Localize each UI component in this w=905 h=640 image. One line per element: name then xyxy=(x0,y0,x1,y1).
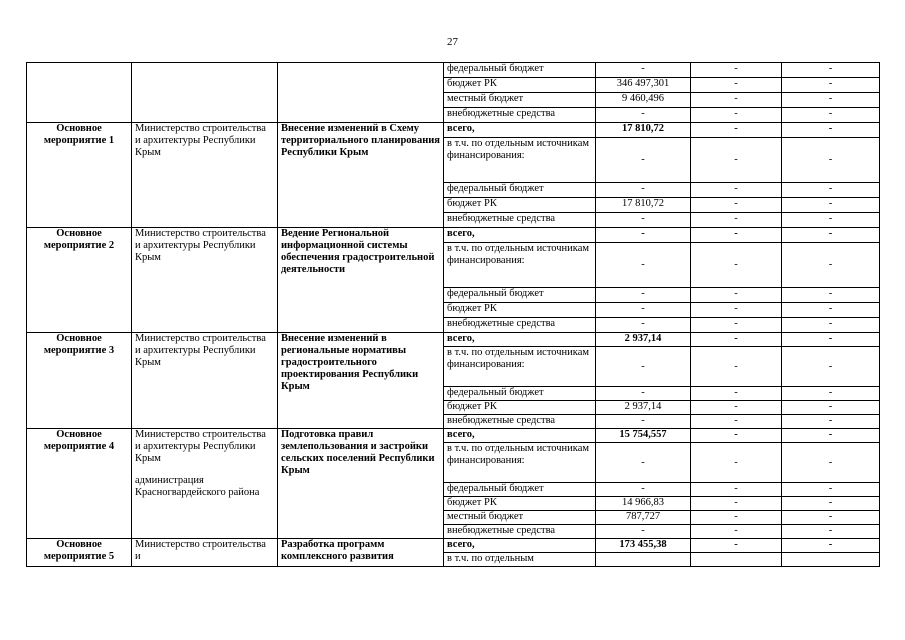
value-cell: - xyxy=(691,497,782,511)
source-label: в т.ч. по отдельным источникам финансирования: xyxy=(444,138,596,183)
source-label: федеральный бюджет xyxy=(444,288,596,303)
executor-cell: Министерство строительства и архитектуры Республики Крым xyxy=(132,123,278,228)
source-label: всего, xyxy=(444,429,596,443)
value-cell: - xyxy=(691,228,782,243)
value-cell: 346 497,301 xyxy=(596,78,691,93)
value-cell: - xyxy=(596,63,691,78)
source-label: в т.ч. по отдельным источникам финансирования: xyxy=(444,347,596,387)
value-cell: - xyxy=(596,303,691,318)
activity-name: Ведение Региональной информационной системы обеспечения градостроительной деятельности xyxy=(278,228,444,333)
value-cell: - xyxy=(596,525,691,539)
table-row xyxy=(27,539,880,553)
value-cell: - xyxy=(596,347,691,387)
value-cell: - xyxy=(596,483,691,497)
activity-label: Основное мероприятие 2 xyxy=(27,228,132,333)
source-label: внебюджетные средства xyxy=(444,108,596,123)
value-cell: - xyxy=(782,213,880,228)
value-cell: - xyxy=(782,123,880,138)
executor-ministry: Министерство строительства и архитектуры Республики Крым xyxy=(135,429,266,464)
source-label: внебюджетные средства xyxy=(444,525,596,539)
value-cell: - xyxy=(596,213,691,228)
executor-cell xyxy=(132,429,278,539)
value-cell: - xyxy=(691,387,782,401)
value-cell: - xyxy=(782,333,880,347)
source-label: внебюджетные средства xyxy=(444,415,596,429)
value-cell: 9 460,496 xyxy=(596,93,691,108)
value-cell: - xyxy=(782,497,880,511)
source-label: всего, xyxy=(444,333,596,347)
source-label: бюджет РК xyxy=(444,303,596,318)
table-row xyxy=(27,228,880,243)
activity-name: Разработка программ комплексного развития xyxy=(278,539,444,567)
source-label: внебюджетные средства xyxy=(444,213,596,228)
value-cell: - xyxy=(691,415,782,429)
executor-cell: Министерство строительства и архитектуры Республики Крым xyxy=(132,333,278,429)
table-row xyxy=(27,63,880,78)
value-cell: - xyxy=(782,387,880,401)
value-cell: - xyxy=(782,228,880,243)
page-number: 27 xyxy=(447,36,458,48)
source-label: бюджет РК xyxy=(444,497,596,511)
value-cell: 17 810,72 xyxy=(596,198,691,213)
value-cell: 787,727 xyxy=(596,511,691,525)
value-cell: - xyxy=(782,415,880,429)
value-cell: - xyxy=(596,108,691,123)
value-cell: 2 937,14 xyxy=(596,333,691,347)
value-cell: - xyxy=(782,539,880,553)
value-cell: - xyxy=(691,347,782,387)
executor-cell: Министерство строительства и архитектуры Республики Крым xyxy=(132,228,278,333)
source-label: федеральный бюджет xyxy=(444,183,596,198)
value-cell: - xyxy=(691,138,782,183)
value-cell: - xyxy=(782,138,880,183)
source-label: всего, xyxy=(444,228,596,243)
value-cell: - xyxy=(782,525,880,539)
value-cell: - xyxy=(782,93,880,108)
value-cell: - xyxy=(596,318,691,333)
executor-cell xyxy=(132,63,278,123)
value-cell: - xyxy=(596,138,691,183)
value-cell: - xyxy=(782,63,880,78)
value-cell: - xyxy=(782,483,880,497)
value-cell: - xyxy=(691,303,782,318)
source-label: бюджет РК xyxy=(444,401,596,415)
value-cell: - xyxy=(782,288,880,303)
source-label: федеральный бюджет xyxy=(444,483,596,497)
value-cell: - xyxy=(691,198,782,213)
value-cell: - xyxy=(782,429,880,443)
value-cell: 17 810,72 xyxy=(596,123,691,138)
table-row xyxy=(27,429,880,443)
value-cell: - xyxy=(691,318,782,333)
value-cell: - xyxy=(782,443,880,483)
source-label: бюджет РК xyxy=(444,78,596,93)
value-cell: - xyxy=(596,415,691,429)
value-cell: - xyxy=(782,511,880,525)
value-cell: - xyxy=(596,228,691,243)
name-cell xyxy=(278,63,444,123)
value-cell: - xyxy=(691,63,782,78)
value-cell: - xyxy=(691,93,782,108)
value-cell: - xyxy=(691,443,782,483)
value-cell: - xyxy=(691,401,782,415)
value-cell: - xyxy=(691,213,782,228)
value-cell: - xyxy=(782,401,880,415)
value-cell: - xyxy=(691,429,782,443)
source-label: в т.ч. по отдельным xyxy=(444,553,596,567)
value-cell: - xyxy=(691,525,782,539)
source-label: местный бюджет xyxy=(444,93,596,108)
value-cell: 173 455,38 xyxy=(596,539,691,553)
value-cell: - xyxy=(691,78,782,93)
executor-district: администрация Красногвардейского района xyxy=(135,475,260,498)
activity-label: Основное мероприятие 4 xyxy=(27,429,132,539)
value-cell: - xyxy=(691,483,782,497)
value-cell xyxy=(691,553,782,567)
activity-name: Внесение изменений в Схему территориального планирования Республики Крым xyxy=(278,123,444,228)
source-label: федеральный бюджет xyxy=(444,63,596,78)
value-cell: - xyxy=(782,243,880,288)
value-cell: - xyxy=(691,288,782,303)
value-cell: - xyxy=(691,123,782,138)
activity-label: Основное мероприятие 1 xyxy=(27,123,132,228)
value-cell: - xyxy=(691,539,782,553)
value-cell: - xyxy=(691,108,782,123)
value-cell: - xyxy=(782,347,880,387)
source-label: всего, xyxy=(444,539,596,553)
executor-cell: Министерство строительства и xyxy=(132,539,278,567)
value-cell: - xyxy=(782,183,880,198)
source-label: местный бюджет xyxy=(444,511,596,525)
source-label: бюджет РК xyxy=(444,198,596,213)
value-cell: - xyxy=(596,387,691,401)
label-cell xyxy=(27,63,132,123)
value-cell: - xyxy=(782,318,880,333)
value-cell: - xyxy=(596,183,691,198)
value-cell xyxy=(782,553,880,567)
value-cell: 15 754,557 xyxy=(596,429,691,443)
value-cell: - xyxy=(596,243,691,288)
value-cell: 14 966,83 xyxy=(596,497,691,511)
value-cell: - xyxy=(782,198,880,213)
table-row xyxy=(27,123,880,138)
value-cell: - xyxy=(691,183,782,198)
funding-table xyxy=(26,62,880,567)
value-cell: - xyxy=(782,78,880,93)
value-cell: - xyxy=(691,333,782,347)
source-label: в т.ч. по отдельным источникам финансирования: xyxy=(444,443,596,483)
activity-label: Основное мероприятие 5 xyxy=(27,539,132,567)
value-cell: - xyxy=(596,288,691,303)
activity-name: Подготовка правил землепользования и застройки сельских поселений Республики Крым xyxy=(278,429,444,539)
value-cell xyxy=(596,553,691,567)
source-label: внебюджетные средства xyxy=(444,318,596,333)
activity-label: Основное мероприятие 3 xyxy=(27,333,132,429)
table-row xyxy=(27,333,880,347)
value-cell: 2 937,14 xyxy=(596,401,691,415)
value-cell: - xyxy=(691,243,782,288)
value-cell: - xyxy=(596,443,691,483)
source-label: всего, xyxy=(444,123,596,138)
value-cell: - xyxy=(691,511,782,525)
activity-name: Внесение изменений в региональные нормативы градостроительного проектирования Республики Крым xyxy=(278,333,444,429)
value-cell: - xyxy=(782,303,880,318)
value-cell: - xyxy=(782,108,880,123)
source-label: федеральный бюджет xyxy=(444,387,596,401)
source-label: в т.ч. по отдельным источникам финансирования: xyxy=(444,243,596,288)
